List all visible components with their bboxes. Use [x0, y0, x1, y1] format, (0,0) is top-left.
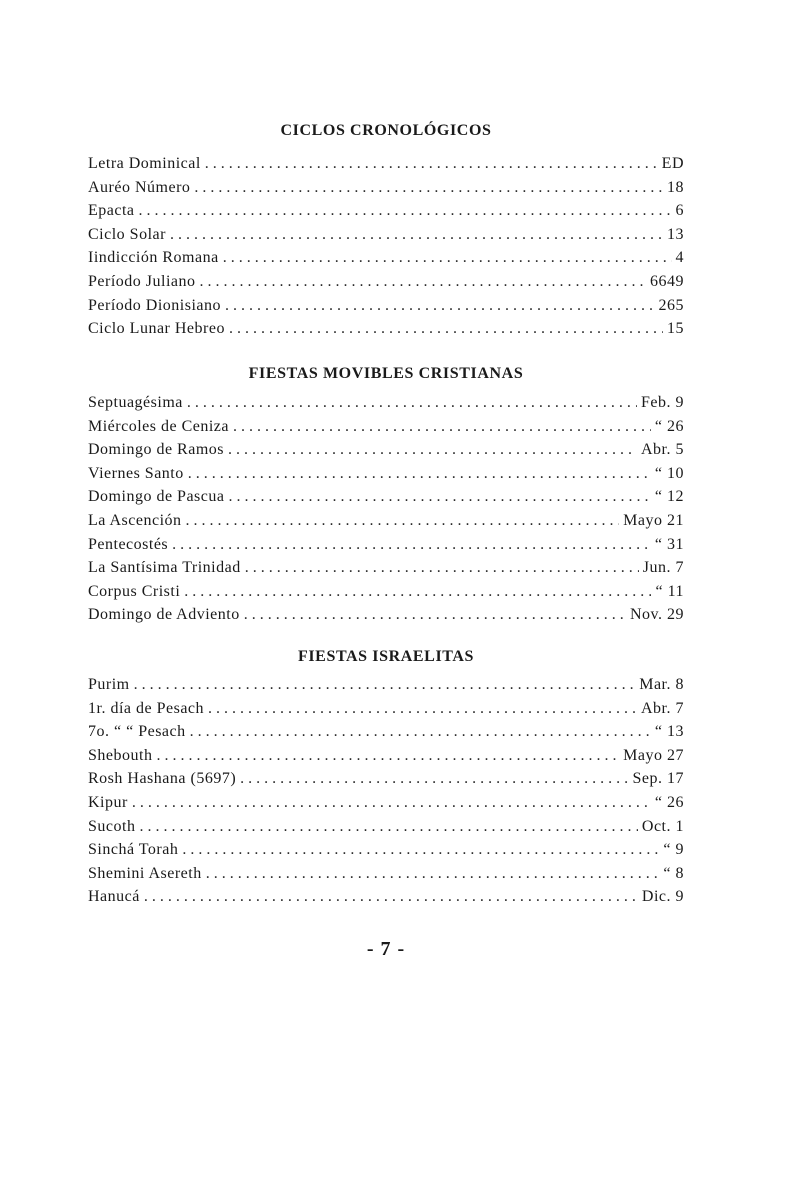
entry-value: Dic. 9 — [641, 888, 684, 906]
entry-label: Ciclo Solar — [88, 225, 166, 243]
page-number: - 7 - — [366, 938, 406, 960]
leader-dots — [244, 606, 626, 624]
entry-value: ED — [661, 155, 684, 172]
list-item — [88, 155, 684, 179]
entry-value: 265 — [658, 296, 684, 314]
section-list-fiestas-israelitas — [88, 676, 684, 912]
leader-dots — [206, 865, 660, 883]
leader-dots — [233, 418, 651, 436]
section-title-fiestas-movibles: FIESTAS MOVIBLES CRISTIANAS — [248, 365, 524, 382]
leader-dots — [225, 297, 655, 315]
list-item — [88, 226, 684, 250]
list-item — [88, 512, 684, 536]
entry-value: “ 9 — [663, 841, 684, 859]
leader-dots — [132, 794, 651, 812]
entry-label: Auréo Número — [88, 178, 191, 196]
entry-label: Viernes Santo — [88, 464, 184, 482]
list-item — [88, 559, 684, 583]
section-title-fiestas-israelitas: FIESTAS ISRAELITAS — [297, 648, 475, 665]
entry-label: Rosh Hashana (5697) — [88, 770, 237, 788]
entry-label: 1r. día de Pesach — [88, 699, 205, 717]
list-item — [88, 794, 684, 818]
entry-value: 4 — [675, 249, 684, 267]
entry-value: Oct. 1 — [641, 817, 684, 835]
entry-label: Ciclo Lunar Hebreo — [88, 320, 225, 338]
leader-dots — [228, 441, 637, 459]
leader-dots — [188, 465, 651, 483]
leader-dots — [223, 249, 672, 267]
section-list-ciclos — [88, 155, 684, 344]
entry-value: Abr. 5 — [641, 441, 684, 459]
entry-value: “ 26 — [654, 793, 684, 811]
list-item — [88, 488, 684, 512]
list-item — [88, 418, 684, 442]
leader-dots — [205, 155, 658, 173]
entry-value: Mayo 21 — [623, 511, 684, 529]
list-item — [88, 770, 684, 794]
entry-label: Domingo de Pascua — [88, 488, 225, 506]
entry-value: 6 — [675, 202, 684, 220]
list-item — [88, 723, 684, 747]
leader-dots — [240, 770, 628, 788]
entry-value: 13 — [667, 225, 684, 243]
entry-label: Iindicción Romana — [88, 249, 219, 267]
list-item — [88, 179, 684, 203]
leader-dots — [182, 841, 659, 859]
entry-label: Domingo de Ramos — [88, 441, 224, 459]
entry-value: Feb. 9 — [641, 394, 684, 411]
leader-dots — [186, 512, 620, 530]
entry-value: “ 8 — [663, 864, 684, 882]
entry-label: Epacta — [88, 202, 135, 220]
leader-dots — [190, 723, 651, 741]
list-item — [88, 606, 684, 630]
entry-value: “ 10 — [654, 464, 684, 482]
entry-label: Hanucá — [88, 888, 140, 906]
list-item — [88, 583, 684, 607]
entry-value: “ 26 — [654, 417, 684, 435]
leader-dots — [228, 488, 650, 506]
entry-value: “ 13 — [654, 723, 684, 741]
entry-value: “ 12 — [654, 488, 684, 506]
entry-label: Shemini Asereth — [88, 864, 202, 882]
list-item — [88, 536, 684, 560]
entry-label: Sucoth — [88, 817, 136, 835]
list-item — [88, 888, 684, 912]
list-item — [88, 320, 684, 344]
entry-label: Período Juliano — [88, 272, 196, 290]
entry-label: Septuagésima — [88, 394, 183, 411]
entry-label: Sinchá Torah — [88, 841, 179, 859]
leader-dots — [139, 818, 637, 836]
list-item — [88, 700, 684, 724]
entry-value: Jun. 7 — [642, 559, 684, 577]
list-item — [88, 273, 684, 297]
leader-dots — [134, 676, 636, 694]
leader-dots — [172, 536, 651, 554]
entry-label: Shebouth — [88, 746, 153, 764]
leader-dots — [200, 273, 647, 291]
leader-dots — [144, 888, 638, 906]
list-item — [88, 394, 684, 418]
entry-value: 18 — [667, 178, 684, 196]
list-item — [88, 441, 684, 465]
entry-label: Corpus Cristi — [88, 582, 181, 600]
list-item — [88, 841, 684, 865]
entry-label: Pentecostés — [88, 535, 169, 553]
list-item — [88, 297, 684, 321]
leader-dots — [170, 226, 663, 244]
list-item — [88, 465, 684, 489]
list-item — [88, 865, 684, 889]
leader-dots — [245, 559, 639, 577]
leader-dots — [187, 394, 637, 412]
entry-label: Kipur — [88, 793, 128, 811]
entry-value: “ 11 — [655, 582, 684, 600]
entry-label: Período Dionisiano — [88, 296, 221, 314]
section-list-fiestas-movibles — [88, 394, 684, 630]
list-item — [88, 202, 684, 226]
list-item — [88, 747, 684, 771]
entry-value: 6649 — [650, 272, 684, 290]
leader-dots — [194, 179, 663, 197]
entry-label: Domingo de Adviento — [88, 606, 240, 624]
leader-dots — [208, 700, 637, 718]
leader-dots — [229, 320, 663, 338]
list-item — [88, 249, 684, 273]
list-item — [88, 818, 684, 842]
leader-dots — [156, 747, 619, 765]
entry-value: 15 — [667, 320, 684, 338]
entry-value: “ 31 — [654, 535, 684, 553]
entry-value: Mar. 8 — [639, 676, 684, 693]
entry-label: La Ascención — [88, 511, 182, 529]
list-item — [88, 676, 684, 700]
entry-value: Mayo 27 — [623, 746, 684, 764]
entry-value: Nov. 29 — [629, 606, 684, 624]
leader-dots — [184, 583, 651, 601]
entry-label: 7o. “ “ Pesach — [88, 723, 186, 741]
entry-value: Sep. 17 — [632, 770, 684, 788]
entry-label: Miércoles de Ceniza — [88, 417, 229, 435]
entry-label: La Santísima Trinidad — [88, 559, 241, 577]
entry-label: Letra Dominical — [88, 155, 201, 172]
section-title-ciclos: CICLOS CRONOLÓGICOS — [280, 122, 492, 139]
entry-label: Purim — [88, 676, 130, 693]
entry-value: Abr. 7 — [641, 699, 684, 717]
leader-dots — [139, 202, 672, 220]
